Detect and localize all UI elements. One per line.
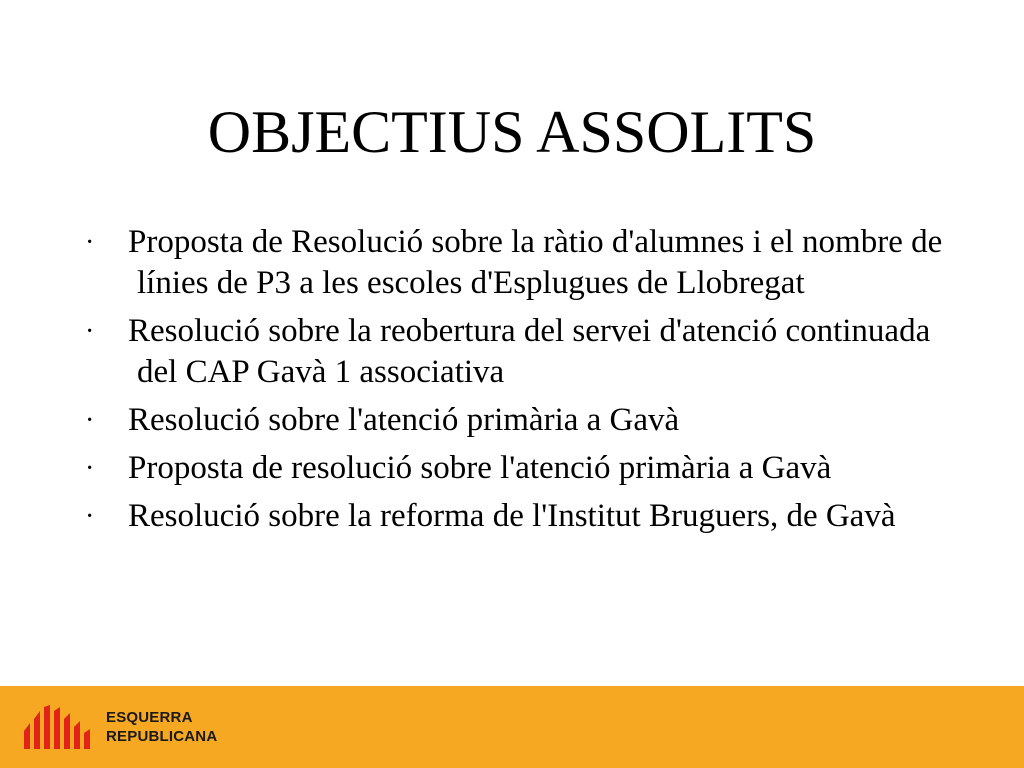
bullet-text: Proposta de Resolució sobre la ràtio d'alumnes i el nombre de línies de P3 a les escoles d'Esplugues de Llobregat [128, 224, 943, 301]
bullet-text: Resolució sobre l'atenció primària a Gavà [128, 402, 680, 438]
bullet-item [85, 222, 955, 304]
bullet-text: Resolució sobre la reobertura del servei d'atenció continuada del CAP Gavà 1 associativa [128, 313, 931, 390]
bullet-list [85, 222, 955, 544]
bullet-item [85, 311, 955, 393]
logo-line-1: ESQUERRA [106, 709, 193, 726]
bullet-item [85, 448, 955, 489]
bullet-item [85, 496, 955, 537]
bullet-text: Resolució sobre la reforma de l'Institut Bruguers, de Gavà [128, 498, 896, 534]
logo-line-2: REPUBLICANA [106, 728, 218, 745]
logo-mark-icon [24, 705, 92, 749]
bullet-dot-icon: · [85, 316, 95, 347]
logo-wordmark [106, 708, 217, 746]
slide-title: OBJECTIUS ASSOLITS [207, 99, 817, 165]
footer-bar [0, 686, 1024, 768]
bullet-item [85, 400, 955, 441]
party-logo [24, 703, 217, 751]
bullet-dot-icon: · [85, 453, 95, 484]
bullet-text: Proposta de resolució sobre l'atenció primària a Gavà [128, 450, 832, 486]
bullet-dot-icon: · [85, 501, 95, 532]
bullet-dot-icon: · [85, 227, 95, 258]
bullet-dot-icon: · [85, 405, 95, 436]
